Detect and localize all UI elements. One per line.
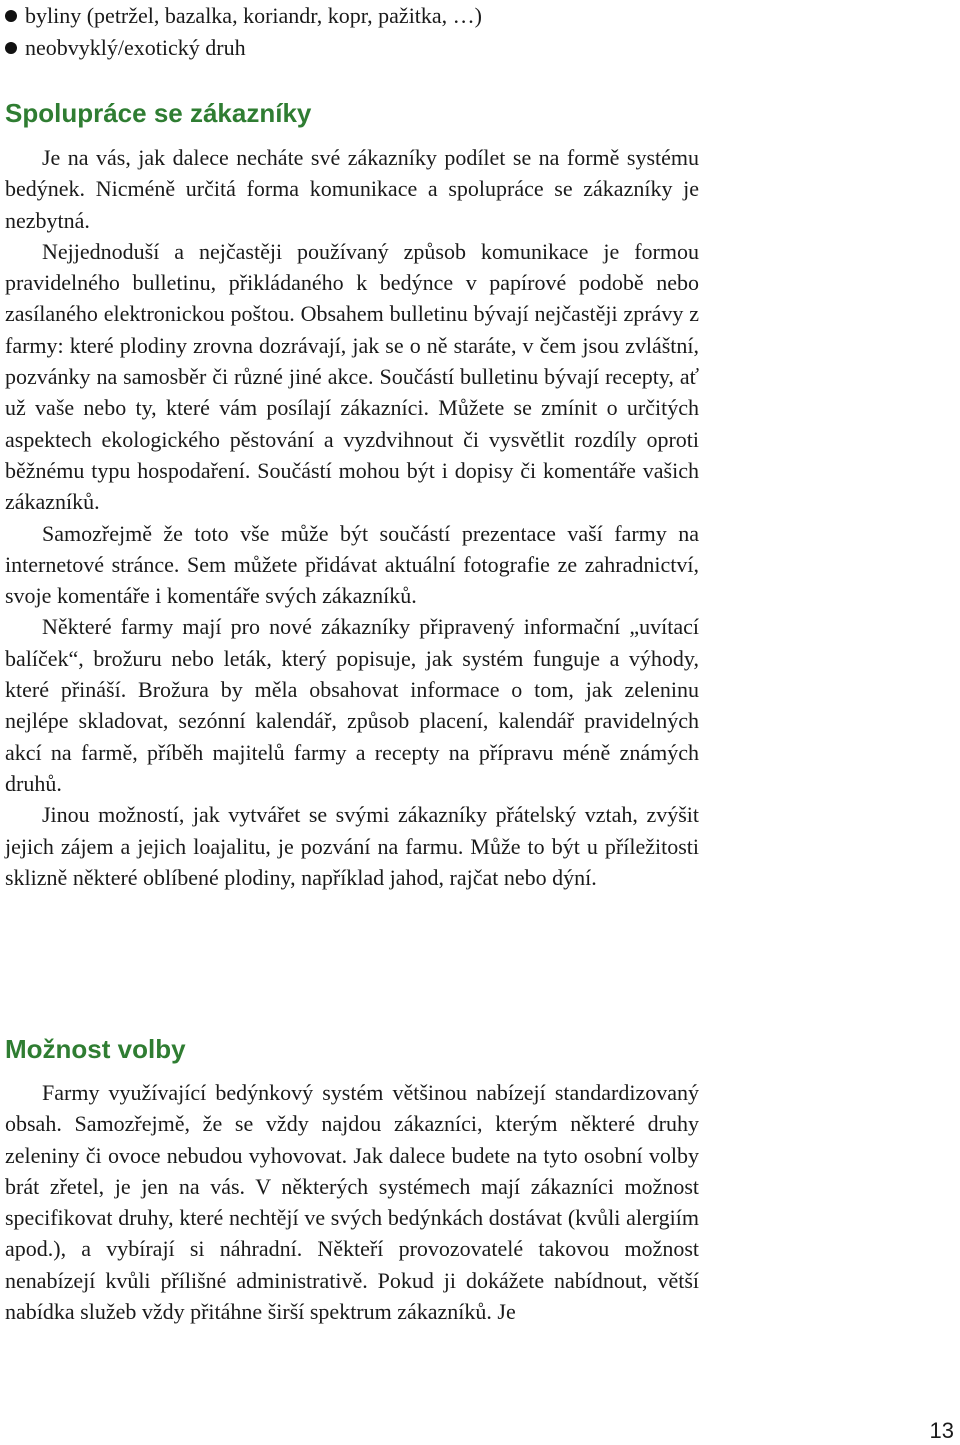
- list-item: byliny (petržel, bazalka, koriandr, kopr, pažitka, …): [5, 0, 482, 32]
- paragraph: Některé farmy mají pro nové zákazníky připravený informační „uvítací balíček“, brožuru nebo leták, který popisuje, jak systém funguje a výhody, které přináší. Brožura by měla obsahovat informace o tom, jak zeleninu nejlépe skladovat, sezónní kalendář, způsob placení, kalendář pravidelných akcí na farmě, příběh majitelů farmy a recepty na přípravu méně známých druhů.: [5, 614, 699, 796]
- paragraph: Samozřejmě že toto vše může být součástí prezentace vaší farmy na internetové stránce. Sem můžete přidávat aktuální fotografie ze zahradnictví, svoje komentáře i komentáře svých zákazníků.: [5, 520, 699, 609]
- paragraph: Jinou možností, jak vytvářet se svými zákazníky přátelský vztah, zvýšit jejich zájem a jejich loajalitu, je pozvání na farmu. Může to být u příležitosti sklizně některé oblíbené plodiny, například jahod, rajčat nebo dýní.: [5, 802, 699, 890]
- herb-list: [5, 0, 482, 64]
- paragraph: Farmy využívající bedýnkový systém většinou nabízejí standardizovaný obsah. Samozřejmě, že se vždy najdou zákazníci, kterým některé druhy zeleniny či ovoce nebudou vyhovovat. Jak dalece budete na tyto osobní volby brát zřetel, je jen na vás. V některých systémech mají zákazníci možnost specifikovat druhy, které nechtějí ve svých bedýnkách dostávat (kvůli alergiím apod.), a vybírají si náhradní. Někteří provozovatelé takovou možnost nenabízejí kvůli přílišné administrativě. Pokud ji dokážete nabídnout, větší nabídka služeb vždy přitáhne širší spektrum zákazníků. Je: [5, 1080, 699, 1325]
- paragraph: Nejjednoduší a nejčastěji používaný způsob komunikace je formou pravidelného bulletinu, přikládaného k bedýnce v papírové podobě nebo zasílaného elektronickou poštou. Obsahem bulletinu bývají nejčastěji zprávy z farmy: které plodiny zrovna dozrávají, jak se o ně staráte, v čem jsou zvláštní, pozvánky na samosběr či různé jiné akce. Součástí bulletinu bývají recepty, ať už vaše nebo ty, které vám posílají zákazníci. Můžete se zmínit o určitých aspektech ekologického pěstování a vyzdvihnout či vysvětlit rozdíly oproti běžnému typu hospodaření. Součástí mohou být i dopisy či komentáře vašich zákazníků.: [5, 238, 699, 515]
- paragraph: Je na vás, jak dalece necháte své zákazníky podílet se na formě systému bedýnek. Nicméně určitá forma komunikace a spolupráce se zákazníky je nezbytná.: [5, 145, 699, 233]
- section-choice-body: [5, 1077, 699, 1327]
- section-heading-cooperation: Spolupráce se zákazníky: [5, 98, 312, 128]
- section-cooperation-body: [5, 142, 699, 893]
- section-heading-choice: Možnost volby: [5, 1034, 186, 1064]
- page-number: 13: [929, 1418, 954, 1443]
- list-item: neobvyklý/exotický druh: [5, 32, 482, 64]
